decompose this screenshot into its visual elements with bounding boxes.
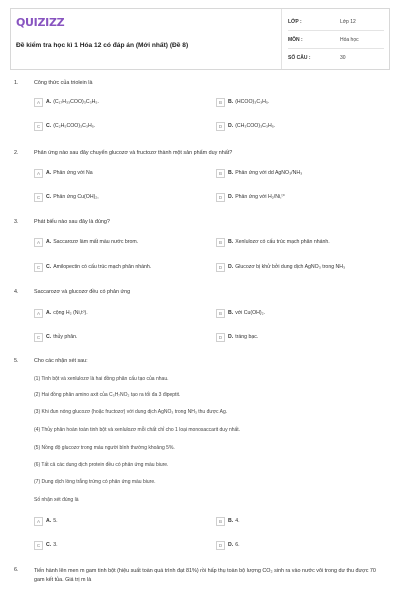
- statement: (2) Hai đồng phân amino axit của C₃H₇NO₂ tạo ra tối đa 3 đipeptit.: [34, 392, 181, 398]
- option-box: A: [34, 169, 43, 178]
- question-number: 3.: [14, 219, 19, 225]
- option-a[interactable]: [34, 237, 138, 247]
- option-text: cộng H₂ (Ni,tᵒ).: [53, 310, 88, 316]
- option-text: 6.: [235, 542, 240, 548]
- meta-table: [281, 9, 390, 69]
- option-text: thủy phân.: [53, 334, 78, 340]
- option-text: tráng bạc.: [235, 334, 259, 340]
- option-c[interactable]: [34, 121, 95, 131]
- option-key: D.: [228, 264, 234, 270]
- option-c[interactable]: [34, 332, 77, 342]
- question-text: Saccarozơ và glucozơ đều có phản ứng: [34, 289, 131, 295]
- option-key: C.: [46, 123, 52, 129]
- option-box: A: [34, 517, 43, 526]
- option-text: 5.: [53, 518, 58, 524]
- option-b[interactable]: [216, 168, 302, 178]
- option-text: (CH₃COO)₃C₃H₅.: [235, 123, 276, 129]
- option-box: C: [34, 193, 43, 202]
- meta-value: Hóa học: [340, 36, 359, 43]
- option-text: Saccarozơ làm mất màu nước brom.: [53, 239, 139, 245]
- question-text: Tiến hành lên men m gam tinh bột (hiệu suất toàn quá trình đạt 81%) rồi hấp thụ toàn bộ lượng CO₂ sinh ra vào nước vôi trong dư thu được 70 gam kết tủa. Giá trị m là: [34, 568, 376, 583]
- option-a[interactable]: [34, 97, 99, 107]
- meta-value: 30: [340, 55, 346, 61]
- option-text: Phản ứng với H₂/Ni,ᵗ°: [235, 194, 285, 200]
- option-box: C: [34, 541, 43, 550]
- option-text: 4.: [235, 518, 240, 524]
- statement: (4) Thủy phân hoàn toàn tinh bột và xenlulozơ mỗi chất chỉ cho 1 loại monosaccarit duy nhất.: [34, 427, 241, 433]
- meta-row-subject: [288, 31, 384, 49]
- option-key: B.: [228, 518, 234, 524]
- option-d[interactable]: [216, 121, 275, 131]
- meta-key: LỚP :: [288, 18, 302, 25]
- option-box: D: [216, 541, 225, 550]
- option-box: D: [216, 193, 225, 202]
- statement: (3) Khi đun nóng glucozơ (hoặc fructozơ) với dung dịch AgNO₃ trong NH₃ thu được Ag.: [34, 409, 228, 415]
- option-box: A: [34, 98, 43, 107]
- option-key: A.: [46, 310, 52, 316]
- worksheet-header: [10, 8, 390, 70]
- question-number: 6.: [14, 567, 19, 573]
- option-box: C: [34, 122, 43, 131]
- option-key: C.: [46, 264, 52, 270]
- option-box: B: [216, 517, 225, 526]
- option-key: D.: [228, 334, 234, 340]
- option-text: Glucozơ bị khử bởi dung dịch AgNO₃ trong NH₃: [235, 264, 346, 270]
- option-box: B: [216, 98, 225, 107]
- option-key: A.: [46, 170, 52, 176]
- option-c[interactable]: [34, 540, 58, 550]
- question-number: 5.: [14, 358, 19, 364]
- statement-prompt: Số nhận xét đúng là: [34, 497, 79, 503]
- option-d[interactable]: [216, 262, 345, 272]
- option-a[interactable]: [34, 308, 88, 318]
- statement: (5) Nồng độ glucozơ trong máu người bình thường khoảng 5%.: [34, 445, 175, 451]
- option-key: A.: [46, 239, 52, 245]
- option-b[interactable]: [216, 237, 330, 247]
- question-text: Cho các nhận xét sau:: [34, 358, 88, 364]
- option-b[interactable]: [216, 97, 269, 107]
- statement: (6) Tất cả các dung dịch protein đều có phản ứng màu biure.: [34, 462, 169, 468]
- option-text: Amilopectin có cấu trúc mạch phân nhánh.: [53, 264, 152, 270]
- option-key: D.: [228, 194, 234, 200]
- option-box: D: [216, 333, 225, 342]
- option-text: (C₂H₅COO)₃C₃H₅.: [53, 123, 96, 129]
- statement: (1) Tinh bột và xenlulozơ là hai đồng phân cấu tạo của nhau.: [34, 376, 169, 382]
- question-number: 1.: [14, 80, 19, 86]
- option-a[interactable]: [34, 516, 58, 526]
- option-box: D: [216, 263, 225, 272]
- worksheet-title: Đề kiểm tra học kì 1 Hóa 12 có đáp án (Mới nhất) (Đề 8): [16, 42, 189, 49]
- option-key: B.: [228, 239, 234, 245]
- option-text: Phản ứng Cu(OH)₂,: [53, 194, 99, 200]
- option-box: A: [34, 238, 43, 247]
- statement: (7) Dung dịch lòng trắng trứng có phản ứng màu biure.: [34, 479, 156, 485]
- option-box: D: [216, 122, 225, 131]
- option-key: C.: [46, 542, 52, 548]
- option-key: C.: [46, 194, 52, 200]
- option-text: với Cu(OH)₂.: [235, 310, 266, 316]
- option-key: B.: [228, 170, 234, 176]
- option-key: B.: [228, 310, 234, 316]
- option-text: (HCOO)₃C₃H₅.: [235, 99, 270, 105]
- meta-value: Lớp 12: [340, 18, 356, 25]
- option-key: A.: [46, 518, 52, 524]
- option-box: A: [34, 309, 43, 318]
- question-text: Công thức của triolein là: [34, 80, 93, 86]
- option-text: (C₁₇H₃₃COO)₃C₃H₅.: [53, 99, 99, 105]
- option-key: C.: [46, 334, 52, 340]
- option-b[interactable]: [216, 308, 265, 318]
- option-key: D.: [228, 123, 234, 129]
- option-text: Phản ứng với dd AgNO₃/NH₃: [235, 170, 303, 176]
- option-box: B: [216, 169, 225, 178]
- meta-row-count: [288, 49, 384, 67]
- meta-row-class: [288, 13, 384, 31]
- option-box: B: [216, 309, 225, 318]
- option-text: Phản ứng với Na: [53, 170, 93, 176]
- meta-key: SỐ CÂU :: [288, 55, 311, 61]
- option-box: C: [34, 263, 43, 272]
- option-box: B: [216, 238, 225, 247]
- question-number: 2.: [14, 150, 19, 156]
- option-d[interactable]: [216, 540, 240, 550]
- question-text: Phản ứng nào sau đây chuyển glucozơ và fructozơ thành một sản phẩm duy nhất?: [34, 150, 233, 156]
- option-a[interactable]: [34, 168, 93, 178]
- option-text: Xenlulozơ có cấu trúc mạch phân nhánh.: [235, 239, 330, 245]
- option-c[interactable]: [34, 262, 151, 272]
- option-d[interactable]: [216, 332, 258, 342]
- option-c[interactable]: [34, 192, 99, 202]
- question-number: 4.: [14, 289, 19, 295]
- quizizz-logo: QUIZIZZ: [16, 16, 65, 29]
- option-d[interactable]: [216, 192, 285, 202]
- meta-key: MÔN :: [288, 36, 303, 43]
- question-text: Phát biểu nào sau đây là đúng?: [34, 219, 110, 225]
- option-text: 3.: [53, 542, 58, 548]
- option-key: A.: [46, 99, 52, 105]
- option-b[interactable]: [216, 516, 240, 526]
- option-key: D.: [228, 542, 234, 548]
- option-key: B.: [228, 99, 234, 105]
- option-box: C: [34, 333, 43, 342]
